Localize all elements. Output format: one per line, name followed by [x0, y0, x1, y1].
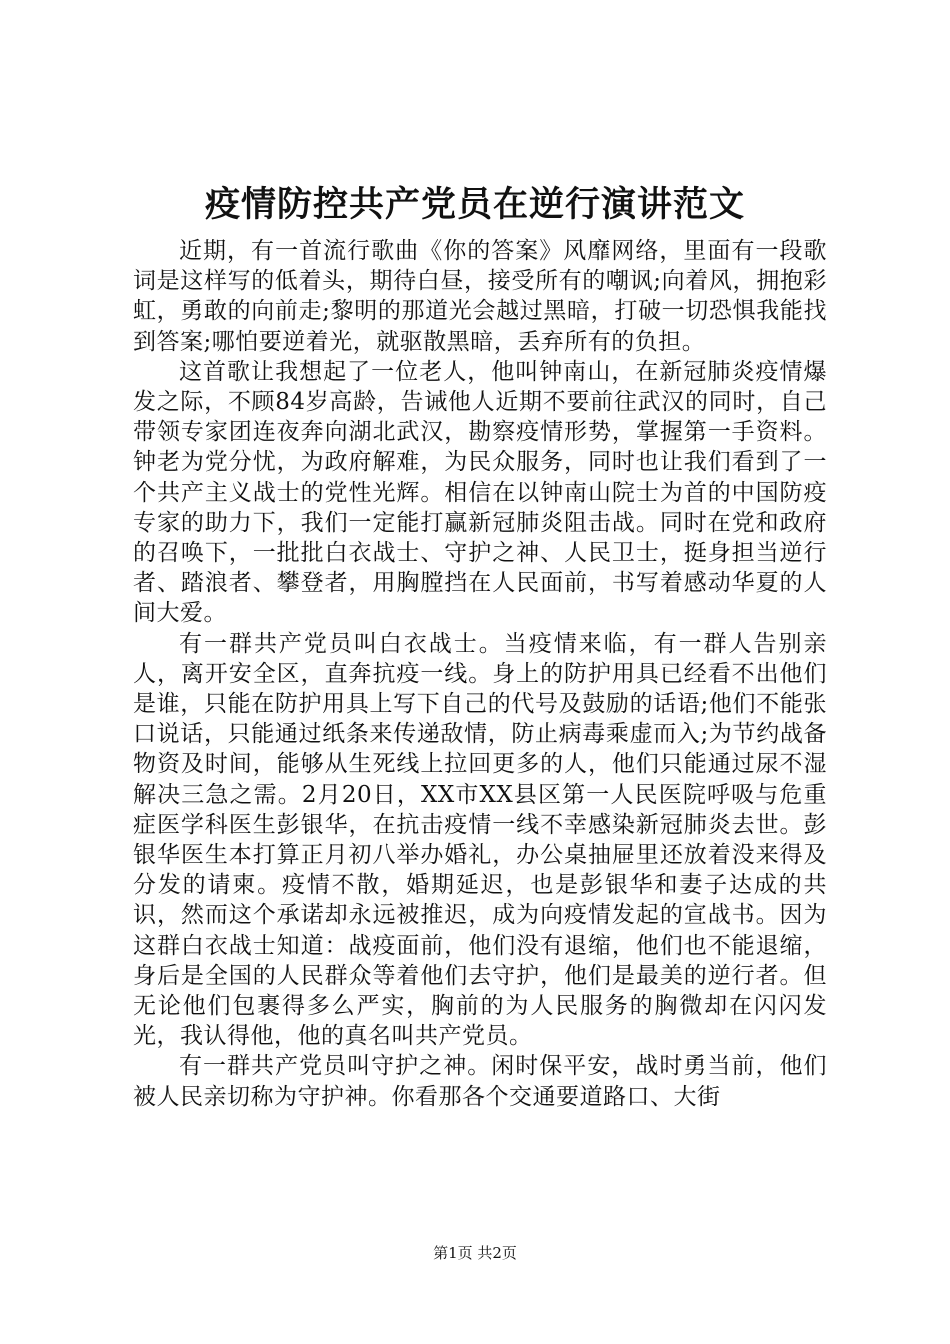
page-footer: 第1页 共2页 — [433, 1244, 517, 1262]
document-title: 疫情防控共产党员在逆行演讲范文 — [204, 184, 745, 225]
paragraph-4: 有一群共产党员叫守护之神。闲时保平安，战时勇当前，他们被人民亲切称为守护神。你看那各个交通要道路口、大街 — [133, 1053, 827, 1110]
paragraph-1: 近期，有一首流行歌曲《你的答案》风靡网络，里面有一段歌词是这样写的低着头，期待白昼，接受所有的嘲讽;向着风，拥抱彩虹，勇敢的向前走;黎明的那道光会越过黑暗，打破一切恐惧我能找到答案;哪怕要逆着光，就驱散黑暗，丢弃所有的负担。 — [133, 238, 827, 355]
paragraph-2: 这首歌让我想起了一位老人，他叫钟南山，在新冠肺炎疫情爆发之际，不顾84岁高龄，告诫他人近期不要前往武汉的同时，自己带领专家团连夜奔向湖北武汉，勘察疫情形势，掌握第一手资料。钟老为党分忧，为政府解难，为民众服务，同时也让我们看到了一个共产主义战士的党性光辉。相信在以钟南山院士为首的中国防疫专家的助力下，我们一定能打赢新冠肺炎阻击战。同时在党和政府的召唤下，一批批白衣战士、守护之神、人民卫士，挺身担当逆行者、踏浪者、攀登者，用胸膛挡在人民面前，书写着感动华夏的人间大爱。 — [133, 358, 827, 627]
document-body — [133, 236, 827, 1112]
paragraph-3: 有一群共产党员叫白衣战士。当疫情来临，有一群人告别亲人，离开安全区，直奔抗疫一线。身上的防护用具已经看不出他们是谁，只能在防护用具上写下自己的代号及鼓励的话语;他们不能张口说话，只能通过纸条来传递敌情，防止病毒乘虚而入;为节约战备物资及时间，能够从生死线上拉回更多的人，他们只能通过尿不湿解决三急之需。2月20日，XX市XX县区第一人民医院呼吸与危重症医学科医生彭银华，在抗击疫情一线不幸感染新冠肺炎去世。彭银华医生本打算正月初八举办婚礼，办公桌抽屉里还放着没来得及分发的请柬。疫情不散，婚期延迟，也是彭银华和妻子达成的共识，然而这个承诺却永远被推迟，成为向疫情发起的宣战书。因为这群白衣战士知道：战疫面前，他们没有退缩，他们也不能退缩，身后是全国的人民群众等着他们去守护，他们是最美的逆行者。但无论他们包裹得多么严实，胸前的为人民服务的胸微却在闪闪发光，我认得他，他的真名叫共产党员。 — [133, 630, 827, 1050]
